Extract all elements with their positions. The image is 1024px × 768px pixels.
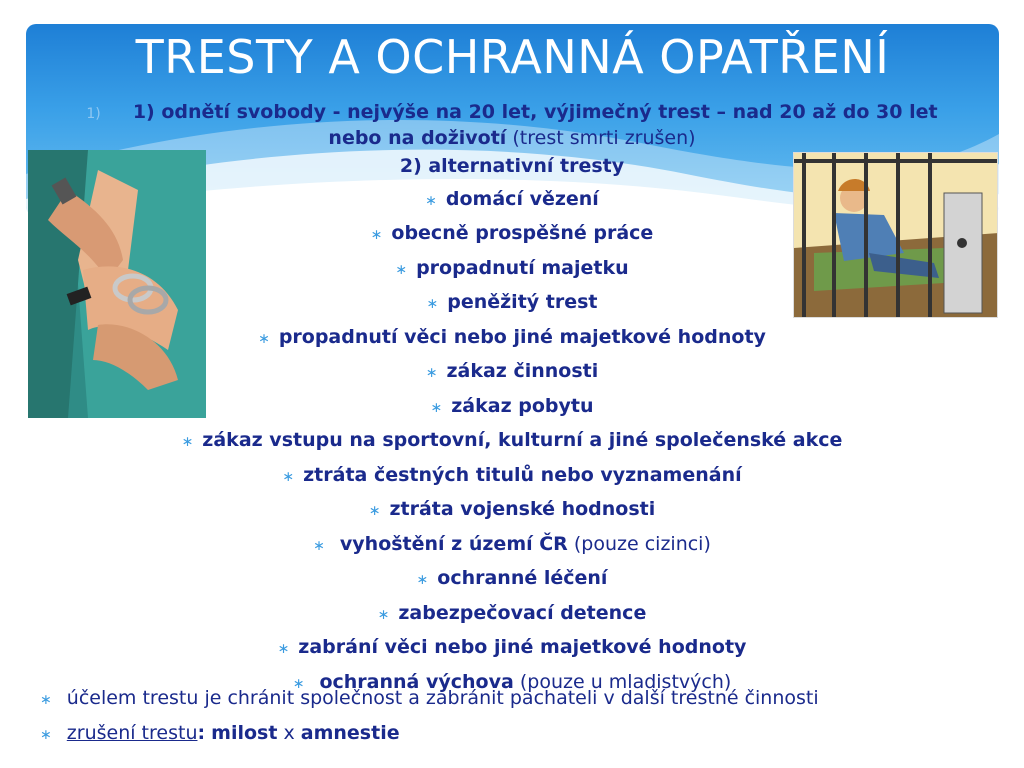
bullet-icon: ∗ (425, 365, 438, 381)
alternative-penalty-item: ∗ zákaz činnosti (425, 360, 599, 382)
death-penalty-note: (trest smrti zrušen) (512, 127, 696, 149)
protective-measure-item: ∗ zabezpečovací detence (377, 601, 647, 624)
bullet-icon: ∗ (277, 641, 290, 657)
protective-measure-item: ∗ ochranné léčení (416, 567, 608, 589)
alternative-penalty-item: ∗ domácí vězení (425, 187, 599, 210)
alternative-penalties-list (30, 183, 994, 528)
bullet-icon: ∗ (181, 434, 194, 450)
alternative-penalty-item: ∗ zákaz pobytu (430, 394, 594, 417)
bullet-icon: ∗ (258, 330, 270, 347)
alternative-penalty-item: ∗ propadnutí majetku (395, 256, 629, 279)
bullet-icon: ∗ (368, 503, 381, 519)
slide-title: TRESTY A OCHRANNÁ OPATŘENÍ (135, 30, 890, 84)
purpose-item: ∗ účelem trestu je chránit společnost a zabránit pachateli v další trestné činnosti (40, 687, 819, 709)
cancellation-item: ∗ zrušení trestu: milost x amnestie (40, 721, 400, 744)
alternative-penalty-item: ∗ zákaz vstupu na sportovní, kulturní a jiné společenské akce (181, 429, 843, 451)
bullet-icon: ∗ (430, 399, 443, 416)
list-number-marker: 1) (86, 106, 101, 122)
expulsion-item: ∗ vyhoštění z území ČR (pouze cizinci) (313, 532, 711, 555)
slide-content (30, 100, 994, 700)
protective-measures-list (30, 562, 994, 666)
bullet-icon: ∗ (313, 537, 325, 554)
bullet-icon: ∗ (282, 468, 295, 485)
pardon-text: milost (211, 721, 278, 744)
alternative-penalty-item: ∗ propadnutí věci nebo jiné majetkové hodnoty (258, 325, 766, 348)
alternative-heading: 2) alternativní tresty (399, 155, 625, 177)
education-item: ∗ ochranná výchova (pouze u mladistvých) (292, 670, 732, 693)
alternative-penalty-item: ∗ obecně prospěšné práce (370, 222, 654, 244)
bullet-icon: ∗ (416, 572, 429, 588)
bullet-icon: ∗ (425, 192, 437, 209)
summary-lines (40, 682, 819, 751)
bullet-icon: ∗ (370, 227, 383, 243)
alternative-penalty-item: ∗ ztráta čestných titulů nebo vyznamenání (282, 463, 742, 486)
life-sentence-text: nebo na doživotí (328, 127, 507, 149)
protective-measure-item: ∗ zabrání věci nebo jiné majetkové hodnoty (277, 636, 747, 658)
amnesty-text: amnestie (300, 721, 400, 744)
intro-line-2 (30, 126, 994, 150)
bullet-icon: ∗ (292, 675, 305, 692)
cancellation-link[interactable]: zrušení trestu (66, 721, 198, 744)
bullet-icon: ∗ (40, 692, 52, 708)
intro-line-1 (30, 100, 994, 126)
alternative-penalty-item: ∗ peněžitý trest (426, 291, 598, 313)
bullet-icon: ∗ (395, 261, 408, 278)
bullet-icon: ∗ (40, 726, 52, 743)
bullet-icon: ∗ (426, 296, 439, 312)
bullet-icon: ∗ (377, 606, 390, 623)
alternative-penalty-item: ∗ ztráta vojenské hodnosti (368, 498, 656, 520)
intro-text: 1) odnětí svobody - nejvýše na 20 let, výjimečný trest – nad 20 až do 30 let (132, 101, 938, 123)
